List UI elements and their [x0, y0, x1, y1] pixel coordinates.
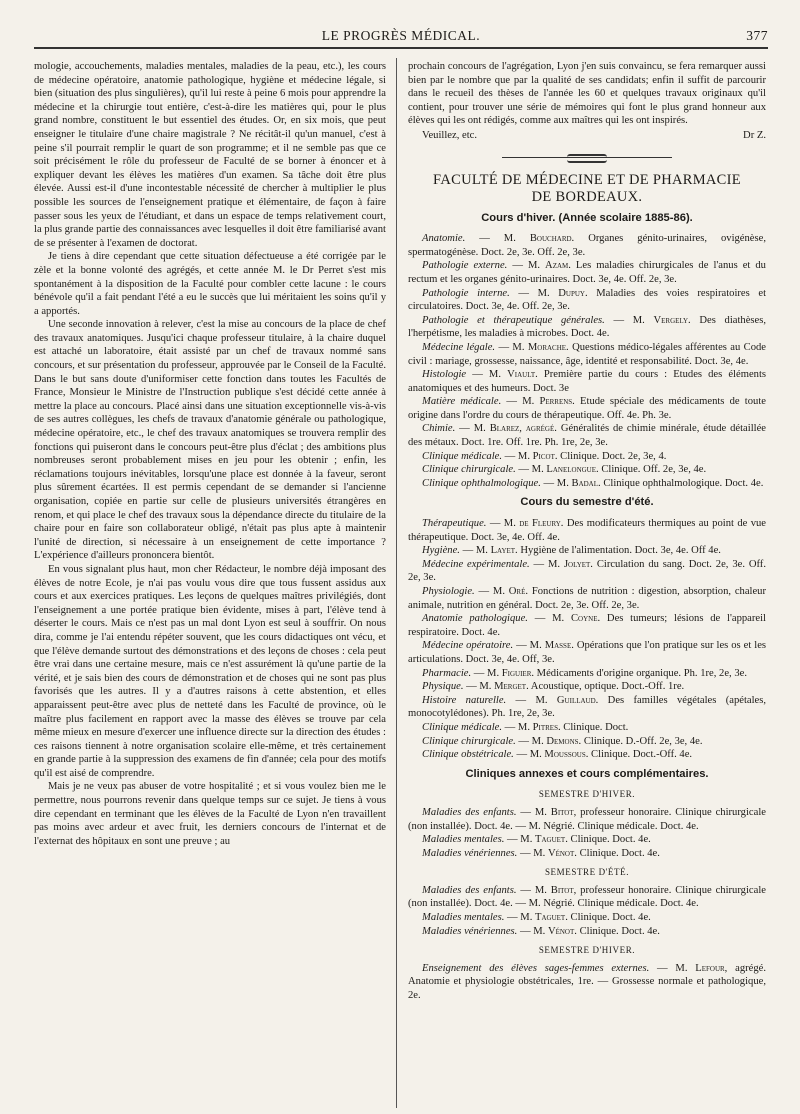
course-description: Acoustique, optique. Doct.-Off. 1re.	[530, 681, 685, 693]
professor-name: Morache.	[527, 341, 569, 353]
faculty-title-line: DE BORDEAUX.	[531, 188, 643, 205]
course-subject: Histologie	[422, 369, 467, 381]
annex-summer-list	[408, 884, 766, 938]
journal-title: LE PROGRÈS MÉDICAL.	[321, 28, 481, 43]
professor-name: Picot.	[532, 450, 558, 462]
course-description: Les maladies chirurgicales de l'anus et du rectum et les organes génito-urinaires. Doct. 3e, 4e. Off. 2e, 3e.	[408, 260, 766, 285]
left-column	[34, 60, 386, 1106]
course-description: Clinique. D.-Off. 2e, 3e, 4e.	[583, 735, 703, 747]
professor-name: Badal.	[571, 477, 601, 489]
paragraph: En vous signalant plus haut, mon cher Rédacteur, le nombre déjà imposant des élèves de notre Ecole, je n'ai pas voulu vous dire que tous fussent assidus aux cours et aux exercices pratiques. Les leçons de quelques maîtres privilégiés, dont l'enseignement a une portée pratique bien évidente, mises à part, l'élève tend à déserter le cours. Mais ce n'est pas un mal dont Lyon est seul à souffrir. On nous dira, comme je l'ai entendu répéter souvent, que les cours didactiques ont vécu, et que l'élève demande surtout des démonstrations et des leçons de choses : cela peut être vrai dans une certaine mesure, mais ce n'est assurément là qu'une partie de la vérité, et je sais bien des cours de démonstration et de choses qui ne sont pas plus favorisés que les autres. Il y a d'autres raisons à cette abstention, et elles apparaissent peut-être avec plus de netteté dans les Faculté de province, où le maître plus facilement en rapport avec la masse des élèves se trouve par cela même mieux en mesure d'exercer une influence directe sur la direction des études : ces raisons tiennent à notre organisation scolaire elle-même, et très certainement en grande partie à la suppression des examens de fin d'année; cela pour des motifs qu'il est aisé de comprendre.	[34, 563, 386, 779]
course-entry: Chimie. — M. Blarez, agrégé. Généralités de chimie minérale, étude détaillée des métaux. Doct. 1re. Off. 1re. Ph. 1re, 2e, 3e.	[408, 423, 766, 449]
summer-heading: Cours du semestre d'été.	[520, 496, 654, 509]
course-description: Première partie du cours : Etudes des éléments anatomiques et des humeurs. Doct. 3e	[408, 369, 766, 394]
professor-name: Guillaud.	[556, 694, 599, 706]
course-entry: Maladies vénériennes. — M. Vénot. Clinique. Doct. 4e.	[422, 925, 660, 937]
course-description: Questions médico-légales afférentes au Code civil : mariage, grossesse, naissance, âge, identité et responsabilité. Doct. 3e, 4e.	[408, 341, 766, 367]
semester-subheading: SEMESTRE D'HIVER.	[538, 789, 636, 800]
course-entry: Thérapeutique. — M. de Fleury. Des modificateurs thermiques au point de vue thérapeutique. Doct. 3e, 4e. Off. 4e.	[408, 518, 766, 543]
course-description: Clinique. Doct. 4e.	[579, 847, 660, 859]
professor-name: Vergely.	[653, 314, 691, 326]
course-description: Clinique. Doct. 4e.	[570, 912, 651, 924]
course-description: Clinique. Doct.	[563, 721, 629, 733]
course-description: Des tumeurs; lésions de l'appareil respiratoire. Doct. 4e.	[408, 613, 766, 638]
professor-name: Vénot.	[547, 847, 577, 859]
course-subject: Histoire naturelle.	[422, 694, 507, 706]
course-description: Organes génito-urinaires, ovigénèse, spermatogénèse. Doct. 2e, 3e. Off. 2e, 3e.	[408, 233, 766, 258]
letter-conclusion: prochain concours de l'agrégation, Lyon j'en suis convaincu, se fera remarquer aussi bien par le nombre que par la qualité de ses candidats; enfin il suffit de parcourir dans le recueil des thèses de l'année les 60 et quelques travaux originaux qu'il contient, pour trouver une série de mémoires qui font le plus grand honneur aux élèves qui les ont rédigés, comme aux maîtres qui les ont inspirés.	[408, 61, 766, 127]
course-subject: Clinique chirurgicale.	[422, 735, 516, 747]
course-description: Clinique ophthalmologique. Doct. 4e.	[603, 477, 764, 489]
course-entry: Maladies mentales. — M. Taguet. Clinique. Doct. 4e.	[422, 912, 651, 924]
annex-winter2-list	[408, 962, 766, 1003]
annex-winter-list	[408, 806, 766, 860]
closing-formula: Veuillez, etc.	[422, 129, 478, 141]
professor-name: Figuier.	[501, 667, 535, 679]
professor-name: Bitot,	[550, 806, 577, 818]
course-subject: Médecine expérimentale.	[422, 558, 530, 570]
semester-subheading: SEMESTRE D'ÉTÉ.	[544, 867, 630, 878]
course-entry: Médecine opératoire. — M. Masse. Opérations que l'on pratique sur les os et les articulations. Doct. 3e, 4e. Off, 3e.	[408, 640, 766, 665]
paragraph: mologie, accouchements, maladies mentales, maladies de la peau, etc.), les cours de médecine opératoire, anatomie pathologique, hygiène et médecine légale, si bien (situation des plus singulières), qu'il lui reste à peine 6 mois pour apprendre la médecine et la chirurgie tout entière, c'est-à-dire les matières qui, pour le plus grand nombre, constituent le but essentiel des études. Or, en six mois, que peut enseigner le titulaire d'une chaire magistrale ? Ne récitât-il qu'un manuel, c'est à peine s'il pourrait remplir le quart de son programme; et il ne semble pas que ce soit précisément le rôle du professeur de Faculté de se borner à énoncer et à expliquer devant les élèves les matières d'un examen. Sa tâche doit être plus élevée. Aussi est-il d'une incontestable nécessité de chercher à multiplier le plus possible les sources de l'enseignement pratique et élémentaire, de façon à faire passer sous les yeux de l'étudiant, et dans un espace de temps relativement court, la plus grande partie des connaissances avec lesquelles il doit être familiarisé avant de se présenter à l'examen de doctorat.	[34, 61, 386, 249]
course-subject: Maladies mentales.	[422, 834, 505, 846]
course-entry: Anatomie pathologique. — M. Coyne. Des tumeurs; lésions de l'appareil respiratoire. Doct. 4e.	[408, 613, 766, 638]
course-subject: Hygiène.	[422, 545, 460, 557]
paragraph: Je tiens à dire cependant que cette situation défectueuse a été corrigée par le zèle et la bonne volonté des agrégés, et cette année M. le Dr Perret s'est mis spontanément à la disposition de la Faculté pour combler cette lacune : le cours bénévole qu'il a fait pendant l'été a eu le succès que lui méritaient les soins qu'il y a apportés.	[34, 251, 386, 317]
course-description: Médicaments d'origine organique. Ph. 1re, 2e, 3e.	[536, 667, 747, 679]
annex-heading: Cliniques annexes et cours complémentaires.	[465, 767, 709, 780]
professor-name: de Fleury.	[519, 518, 564, 530]
course-description: Clinique. Doct. 4e.	[570, 834, 651, 846]
column-divider	[396, 58, 397, 1108]
course-entry: Physiologie. — M. Oré. Fonctions de nutrition : digestion, absorption, chaleur animale, nutrition en général. Doct. 2e, 3e. Off. 2e, 3e.	[408, 586, 766, 611]
winter-course-list	[408, 232, 766, 490]
course-description: Circulation du sang. Doct. 2e, 3e. Off. 2e, 3e.	[408, 558, 766, 584]
professor-name: Masse.	[544, 640, 574, 652]
course-entry: Anatomie. — M. Bouchard. Organes génito-urinaires, ovigénèse, spermatogénèse. Doct. 2e, 3e. Off. 2e, 3e.	[408, 233, 766, 258]
course-subject: Clinique médicale.	[422, 450, 503, 462]
course-subject: Maladies mentales.	[422, 912, 505, 924]
course-description: professeur honoraire. Clinique chirurgicale (non installée). Doct. 4e. — M. Négrié. Clinique médicale. Doct. 4e.	[408, 884, 766, 910]
professor-name: Coyne.	[570, 613, 601, 625]
course-subject: Physiologie.	[422, 586, 475, 597]
ornament-divider	[502, 154, 672, 160]
course-subject: Physique.	[422, 681, 464, 693]
course-entry: Maladies mentales. — M. Taguet. Clinique. Doct. 4e.	[422, 834, 651, 846]
signature: Dr Z.	[743, 129, 766, 141]
professor-name: Pitres.	[532, 721, 561, 733]
letter-signoff	[408, 129, 766, 143]
course-subject: Pathologie interne.	[422, 287, 510, 299]
course-description: Clinique. Doct.-Off. 4e.	[591, 749, 693, 761]
course-subject: Pathologie externe.	[422, 260, 508, 272]
right-column	[408, 60, 766, 1106]
course-entry: Pathologie et thérapeutique générales. — M. Vergely. Des diathèses, l'herpétisme, les maladies à microbes. Doct. 4e.	[408, 314, 766, 340]
course-entry: Maladies des enfants. — M. Bitot, professeur honoraire. Clinique chirurgicale (non installée). Doct. 4e. — M. Négrié. Clinique médicale. Doct. 4e.	[408, 806, 766, 832]
course-description: Des familles végétales (apétales, monocotylédones). Ph. 1re, 2e, 3e.	[408, 694, 766, 720]
course-entry: Pathologie externe. — M. Azam. Les maladies chirurgicales de l'anus et du rectum et les organes génito-urinaires. Doct. 3e, 4e. Off. 2e, 3e.	[408, 260, 766, 285]
professor-name: Bitot,	[550, 884, 577, 896]
course-entry: Pathologie interne. — M. Dupuy. Maladies des voies respiratoires et circulatoires. Doct. 3e, 4e. Off. 2e, 3e.	[408, 287, 766, 313]
course-subject: Maladies des enfants.	[422, 884, 517, 896]
header-rule	[34, 48, 768, 49]
course-description: Clinique. Doct. 2e, 3e, 4.	[560, 450, 667, 462]
course-subject: Médecine légale.	[422, 341, 496, 353]
course-entry: Hygiène. — M. Layet. Hygiène de l'alimentation. Doct. 3e, 4e. Off 4e.	[422, 545, 721, 557]
professor-name: Demons.	[546, 735, 582, 747]
course-description: Clinique. Doct. 4e.	[579, 925, 660, 937]
professor-name: Jolyet.	[563, 558, 593, 570]
course-subject: Matière médicale.	[422, 396, 502, 408]
course-subject: Anatomie pathologique.	[422, 613, 528, 625]
course-subject: Pathologie et thérapeutique générales.	[422, 314, 605, 326]
course-subject: Anatomie.	[422, 233, 466, 245]
course-description: Hygiène de l'alimentation. Doct. 3e, 4e. Off 4e.	[520, 545, 721, 557]
course-subject: Clinique chirurgicale.	[422, 464, 516, 476]
course-entry: Histologie — M. Viault. Première partie du cours : Etudes des éléments anatomiques et des humeurs. Doct. 3e	[408, 369, 766, 394]
course-description: Généralités de chimie minérale, étude détaillée des métaux. Doct. 1re. Off. 1re. Ph. 1re, 2e, 3e.	[408, 423, 766, 449]
course-subject: Clinique obstétricale.	[422, 749, 514, 761]
course-entry: Médecine expérimentale. — M. Jolyet. Circulation du sang. Doct. 2e, 3e. Off. 2e, 3e.	[408, 558, 766, 584]
faculty-title-line: FACULTÉ DE MÉDECINE ET DE PHARMACIE	[433, 171, 741, 188]
professor-name: Lanelongue.	[546, 464, 599, 476]
course-entry: Maladies vénériennes. — M. Vénot. Clinique. Doct. 4e.	[422, 847, 660, 859]
course-subject: Médecine opératoire.	[422, 640, 514, 652]
professor-name: Azam.	[545, 260, 571, 272]
professor-name: Viault.	[507, 369, 538, 381]
professor-name: Perrens.	[539, 396, 575, 408]
course-description: Clinique. Off. 2e, 3e, 4e.	[601, 464, 707, 476]
course-description: Maladies des voies respiratoires et circulatoires. Doct. 3e, 4e. Off. 2e, 3e.	[408, 287, 766, 313]
course-entry: Physique. — M. Merget. Acoustique, optique. Doct.-Off. 1re.	[422, 681, 685, 693]
course-subject: Chimie.	[422, 423, 456, 435]
course-entry: Histoire naturelle. — M. Guillaud. Des familles végétales (apétales, monocotylédones). Ph. 1re, 2e, 3e.	[408, 694, 766, 720]
professor-name: Lefour,	[695, 962, 728, 974]
summer-course-list	[408, 517, 766, 762]
course-description: Fonctions de nutrition : digestion, absorption, chaleur animale, nutrition en général. Doct. 2e, 3e. Off. 2e, 3e.	[408, 586, 766, 611]
course-entry: Clinique chirurgicale. — M. Lanelongue. Clinique. Off. 2e, 3e, 4e.	[422, 464, 707, 476]
course-subject: Maladies vénériennes.	[422, 847, 518, 859]
semester-subheading: SEMESTRE D'HIVER.	[538, 945, 636, 956]
page-number: 377	[746, 28, 768, 43]
course-entry: Clinique médicale. — M. Pitres. Clinique. Doct.	[422, 721, 629, 733]
course-subject: Clinique ophthalmologique.	[422, 477, 541, 489]
course-entry: Clinique obstétricale. — M. Moussous. Clinique. Doct.-Off. 4e.	[422, 749, 693, 761]
winter-heading: Cours d'hiver. (Année scolaire 1885-86).	[481, 211, 693, 224]
course-description: professeur honoraire. Clinique chirurgicale (non installée). Doct. 4e. — M. Négrié. Clinique médicale. Doct. 4e.	[408, 806, 766, 832]
professor-name: Vénot.	[547, 925, 577, 937]
paragraph: Une seconde innovation à relever, c'est la mise au concours de la place de chef des travaux anatomiques. Jusqu'ici chaque professeur titulaire, à la chaire duquel est attaché un laboratoire, était assisté par un chef de travaux nommé sans concours, et sur présentation du professeur, approuvée par le Conseil de la Faculté. Dans le but sans doute d'uniformiser cette fonction dans toutes les Facultés de France, Monsieur le Ministre de l'Instruction publique s'est décidé cette année à mettre la place au concours. Placé ainsi dans une situation exceptionnelle vis-à-vis de ses autres collègues, les chefs de travaux d'anatomie générale ou pathologique, médecine opératoire, etc., le chef des travaux anatomiques se trouvera remplir des fonctions qui puiseront dans le concours peut-être plus d'éclat ; des ambitions plus nombreuses seront probablement mises en jeu pour les obtenir ; enfin, les réclamations toujours inévitables, lorsqu'une place est donnée à la faveur, seront plus sûrement écartées. Il est permis cependant de se demander si l'ancienne organisation, copiée en partie sur celle de plusieurs universités étrangères en renom, et qui place le chef des travaux sous la dépendance directe du titulaire de la chaire pour en faire son collaborateur obligé, n'était pas plus apte à maintenir l'unité de direction, si nécessaire à un enseignement de cette importance ? L'expérience d'ailleurs prononcera bientôt.	[34, 319, 386, 562]
course-entry: Enseignement des élèves sages-femmes externes. — M. Lefour, agrégé. Anatomie et physiologie obstétricales, 1re. — Grossesse normale et pathologique, 2e.	[408, 962, 766, 1002]
course-subject: Pharmacie.	[422, 667, 472, 679]
paragraph: Mais je ne veux pas abuser de votre hospitalité ; et si vous voulez bien me le permettre, nous pourrons revenir dans quelque temps sur ce sujet. Je tiens à vous dire cependant en terminant que les élèves de la Faculté de Lyon n'en travaillent pas moins avec ardeur et avec fruit, les derniers concours de l'internat et de l'externat des hôpitaux en sont une preuve ; au	[34, 781, 386, 847]
professor-name: Merget.	[494, 681, 529, 693]
course-subject: Clinique médicale.	[422, 721, 503, 733]
course-entry: Matière médicale. — M. Perrens. Etude spéciale des médicaments de toute origine dans l'ordre du cours de thérapeutique. Off. 4e. Ph. 3e.	[408, 396, 766, 421]
course-subject: Maladies vénériennes.	[422, 925, 518, 937]
course-description: Etude spéciale des médicaments de toute origine dans l'ordre du cours de thérapeutique. Off. 4e. Ph. 3e.	[408, 396, 766, 421]
course-entry: Clinique ophthalmologique. — M. Badal. Clinique ophthalmologique. Doct. 4e.	[422, 477, 764, 489]
course-description: agrégé. Anatomie et physiologie obstétricales, 1re. — Grossesse normale et pathologique, 2e.	[408, 962, 766, 1002]
faculty-title	[408, 172, 766, 206]
professor-name: Moussous.	[544, 749, 589, 761]
professor-name: Layet.	[490, 545, 518, 557]
course-entry: Clinique chirurgicale. — M. Demons. Clinique. D.-Off. 2e, 3e, 4e.	[422, 735, 703, 747]
professor-name: Dupuy.	[558, 287, 588, 299]
course-description: Opérations que l'on pratique sur les os et les articulations. Doct. 3e, 4e. Off, 3e.	[408, 640, 766, 665]
professor-name: Bouchard.	[529, 233, 575, 245]
course-subject: Thérapeutique.	[422, 518, 487, 530]
running-header	[34, 22, 768, 48]
course-description: Des diathèses, l'herpétisme, les maladies à microbes. Doct. 4e.	[408, 314, 766, 340]
professor-name: Taguet.	[535, 912, 568, 924]
professor-name: Blarez, agrégé.	[489, 423, 557, 435]
course-subject: Maladies des enfants.	[422, 806, 517, 818]
course-description: Des modificateurs thermiques au point de vue thérapeutique. Doct. 3e, 4e. Off. 4e.	[408, 518, 766, 543]
course-entry: Pharmacie. — M. Figuier. Médicaments d'origine organique. Ph. 1re, 2e, 3e.	[422, 667, 747, 679]
course-entry: Maladies des enfants. — M. Bitot, professeur honoraire. Clinique chirurgicale (non installée). Doct. 4e. — M. Négrié. Clinique médicale. Doct. 4e.	[408, 884, 766, 910]
course-entry: Médecine légale. — M. Morache. Questions médico-légales afférentes au Code civil : mariage, grossesse, naissance, âge, identité et responsabilité. Doct. 3e, 4e.	[408, 341, 766, 367]
course-entry: Clinique médicale. — M. Picot. Clinique. Doct. 2e, 3e, 4.	[422, 450, 667, 462]
professor-name: Taguet.	[535, 834, 568, 846]
course-subject: Enseignement des élèves sages-femmes externes.	[422, 962, 650, 974]
professor-name: Oré.	[508, 586, 529, 597]
